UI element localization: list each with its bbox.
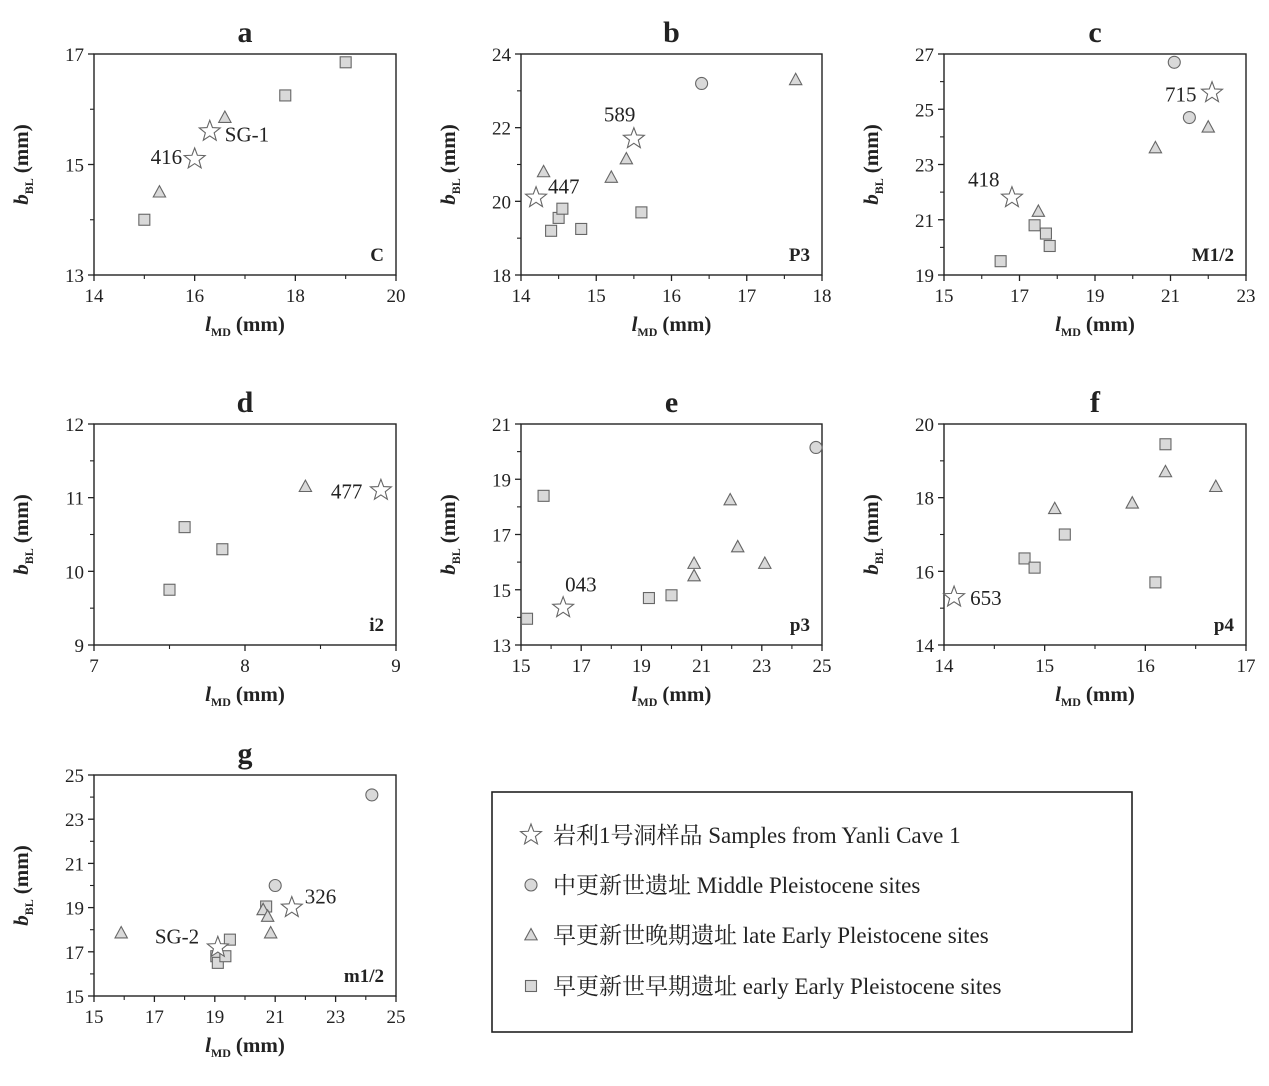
data-point-square [1150,577,1161,588]
data-point-triangle [789,73,801,84]
x-tick-label: 16 [185,286,205,307]
x-tick-label: 19 [631,656,651,677]
y-tick-label: 9 [74,636,84,657]
y-tick-label: 13 [65,266,84,287]
legend [492,792,1132,1032]
x-axis-subscript: MD [1060,325,1081,339]
tooth-label: m1/2 [343,966,384,987]
y-tick-label: 14 [915,636,934,657]
y-axis-symbol: b [859,564,883,575]
data-point-triangle [759,557,771,568]
x-axis-symbol: l [205,682,211,706]
x-tick-label: 15 [84,1007,104,1028]
data-point-triangle [115,927,127,938]
x-axis-symbol: l [631,312,638,336]
x-tick-label: 17 [1010,286,1029,307]
point-annotation: 043 [565,572,597,597]
x-tick-label: 23 [752,656,772,677]
y-tick-label: 23 [65,810,84,832]
data-point-circle [696,77,708,89]
tooth-label: P3 [788,245,810,266]
point-annotation: 447 [548,174,580,199]
tooth-label: i2 [369,615,384,636]
panel-c [859,16,1256,339]
y-axis-subscript: BL [22,178,36,195]
point-annotation: 589 [603,102,636,127]
y-axis-unit: (mm) [859,494,883,544]
x-tick-label: 23 [1236,286,1256,307]
y-tick-label: 20 [492,192,511,214]
x-tick-label: 9 [391,656,401,677]
x-axis-title [632,312,712,339]
plot-frame [521,54,822,275]
panel-letter: d [236,386,254,419]
y-tick-label: 12 [65,415,84,436]
point-annotation: SG-2 [154,924,200,949]
data-point-square [217,544,228,555]
data-point-triangle [1126,497,1138,508]
y-axis-unit: (mm) [9,845,33,895]
y-tick-label: 21 [65,854,84,876]
data-point-star [184,148,205,168]
tooth-label: p4 [1213,615,1234,636]
data-point-star [944,586,965,606]
data-point-square [280,90,291,101]
point-annotation: 653 [970,586,1002,611]
data-point-square [1160,439,1171,450]
x-tick-label: 7 [89,656,99,677]
y-tick-label: 19 [492,470,511,492]
plot-frame [94,54,396,275]
x-tick-label: 21 [265,1007,285,1028]
y-tick-label: 21 [915,210,934,232]
data-point-circle [269,880,281,892]
y-axis-subscript: BL [449,178,463,195]
x-tick-label: 25 [812,656,832,677]
data-point-star [1001,187,1022,207]
x-axis-subscript: MD [637,695,658,709]
data-point-triangle [620,152,632,163]
x-axis-unit: (mm) [1085,682,1135,706]
data-point-circle [366,789,378,801]
plot-frame [94,424,396,645]
panel-a [9,16,406,339]
panel-g [9,737,406,1060]
x-axis-symbol: l [205,1033,211,1057]
data-point-triangle [219,111,231,122]
y-axis-symbol: b [9,194,33,205]
y-tick-label: 17 [65,942,84,964]
x-tick-label: 20 [386,286,406,307]
y-axis-symbol: b [9,915,33,926]
panel-letter: b [663,16,680,49]
x-tick-label: 25 [386,1007,406,1028]
data-point-square [1059,529,1070,540]
data-point-triangle [688,569,700,580]
x-axis-unit: (mm) [235,1033,285,1057]
x-tick-label: 14 [511,286,531,307]
data-point-star [623,128,644,148]
y-tick-label: 27 [915,45,934,66]
data-point-square [1044,240,1055,251]
data-point-triangle [1032,205,1044,216]
y-tick-label: 15 [65,155,84,177]
y-axis-unit: (mm) [9,124,33,174]
x-axis-subscript: MD [637,325,658,339]
x-axis-unit: (mm) [1085,312,1135,336]
y-tick-label: 10 [65,562,84,584]
legend-label: 早更新世晚期遗址 late Early Pleistocene sites [553,923,989,948]
data-point-triangle [264,927,276,938]
x-tick-label: 23 [326,1007,346,1028]
panel-letter: c [1088,16,1102,49]
x-tick-label: 15 [511,656,531,677]
x-tick-label: 16 [1135,656,1155,677]
data-point-triangle [153,186,165,197]
data-point-square [666,590,677,601]
panel-f [859,386,1256,709]
data-point-square [164,584,175,595]
y-axis-subscript: BL [449,548,463,565]
x-axis-symbol: l [205,312,211,336]
x-tick-label: 19 [1085,286,1105,307]
point-annotation: 715 [1165,82,1197,107]
y-axis-unit: (mm) [9,494,33,544]
y-tick-label: 13 [492,636,511,657]
data-point-triangle [1159,465,1171,476]
x-axis-symbol: l [1055,312,1061,336]
x-tick-label: 19 [205,1007,225,1028]
panel-b [436,16,832,339]
x-tick-label: 15 [934,286,954,307]
data-point-star [370,479,391,499]
y-tick-label: 24 [492,45,511,66]
y-tick-label: 11 [65,488,84,510]
x-axis-unit: (mm) [662,312,712,336]
x-tick-label: 18 [285,286,305,307]
point-annotation: 416 [150,144,183,169]
data-point-square [636,207,647,218]
panel-letter: g [237,737,253,770]
x-tick-label: 17 [737,286,757,307]
y-tick-label: 23 [915,155,934,177]
x-axis-title [1055,312,1135,339]
y-axis-unit: (mm) [859,124,883,174]
x-axis-unit: (mm) [235,682,285,706]
data-point-square [546,225,557,236]
y-tick-label: 25 [65,766,84,787]
x-tick-label: 17 [1236,656,1256,677]
data-point-square [139,214,150,225]
data-point-star [1202,82,1223,102]
data-point-triangle [605,171,617,182]
data-point-square [179,522,190,533]
y-axis-symbol: b [436,564,460,575]
data-point-square [340,57,351,68]
data-point-square [643,593,654,604]
y-tick-label: 18 [492,266,511,287]
panel-letter: e [664,386,679,419]
tooth-label: p3 [789,615,810,636]
x-tick-label: 8 [240,656,250,677]
data-point-square [1040,228,1051,239]
y-tick-label: 16 [915,562,934,584]
x-tick-label: 21 [692,656,712,677]
data-point-square [538,490,549,501]
plot-frame [944,424,1246,645]
x-tick-label: 15 [586,286,606,307]
x-axis-unit: (mm) [662,682,712,706]
data-point-star [281,897,302,917]
data-point-star [553,597,574,617]
y-axis-title [9,845,36,926]
x-axis-subscript: MD [210,325,231,339]
panel-d [9,386,401,709]
y-axis-title [9,124,36,205]
data-point-star [526,187,547,207]
panel-e [436,386,832,709]
data-point-circle [810,441,822,453]
x-axis-title [1055,682,1135,709]
x-tick-label: 15 [1035,656,1055,677]
y-tick-label: 19 [915,266,934,287]
point-annotation: 326 [304,884,337,909]
x-axis-title [205,682,285,709]
x-axis-title [632,682,712,709]
data-point-triangle [732,540,744,551]
x-tick-label: 18 [812,286,832,307]
data-point-square [1029,220,1040,231]
plot-frame [944,54,1246,275]
data-point-triangle [1049,502,1061,513]
y-axis-title [859,124,886,205]
y-axis-unit: (mm) [436,494,460,544]
x-tick-label: 16 [662,286,681,307]
point-annotation: 477 [330,479,363,504]
data-point-square [995,256,1006,267]
data-point-square [522,613,533,624]
x-tick-label: 17 [144,1007,164,1028]
x-tick-label: 14 [934,656,954,677]
y-axis-subscript: BL [872,548,886,565]
x-axis-symbol: l [1055,682,1061,706]
data-point-star [199,120,220,140]
legend-marker-square [526,981,537,992]
y-axis-subscript: BL [22,548,36,565]
x-tick-label: 17 [571,656,591,677]
x-axis-subscript: MD [210,1046,231,1060]
y-axis-title [9,494,36,575]
data-point-circle [1168,56,1180,68]
panel-letter: f [1090,386,1100,419]
y-tick-label: 17 [492,525,511,547]
data-point-triangle [1149,141,1161,152]
y-tick-label: 22 [492,118,511,140]
x-axis-subscript: MD [210,695,231,709]
x-axis-unit: (mm) [235,312,285,336]
data-point-triangle [1210,480,1222,491]
legend-label: 岩利1号洞样品 Samples from Yanli Cave 1 [553,823,961,848]
data-point-square [1029,562,1040,573]
data-point-triangle [724,493,736,504]
y-tick-label: 19 [65,898,84,920]
x-axis-symbol: l [631,682,638,706]
y-axis-symbol: b [859,194,883,205]
point-annotation: 418 [967,167,1000,192]
y-axis-subscript: BL [872,178,886,195]
data-point-square [576,223,587,234]
legend-label: 中更新世遗址 Middle Pleistocene sites [553,873,921,898]
x-axis-title [205,1033,285,1060]
point-annotation: SG-1 [224,122,270,147]
tooth-label: C [370,245,384,266]
data-point-square [1019,553,1030,564]
y-tick-label: 15 [492,580,511,602]
y-tick-label: 25 [915,100,934,122]
panel-letter: a [237,16,253,49]
y-tick-label: 18 [915,488,934,510]
data-point-triangle [1202,121,1214,132]
legend-marker-circle [525,879,537,891]
y-axis-unit: (mm) [436,124,460,174]
x-axis-title [205,312,285,339]
y-axis-title [436,124,463,205]
y-tick-label: 15 [65,987,84,1008]
y-axis-subscript: BL [22,899,36,916]
y-tick-label: 21 [492,415,511,436]
data-point-circle [1183,112,1195,124]
data-point-triangle [688,557,700,568]
data-point-square [557,203,568,214]
legend-label: 早更新世早期遗址 early Early Pleistocene sites [553,974,1002,999]
tooth-label: M1/2 [1191,245,1234,266]
y-axis-symbol: b [436,194,460,205]
y-axis-symbol: b [9,564,33,575]
y-axis-title [436,494,463,575]
y-axis-title [859,494,886,575]
x-axis-subscript: MD [1060,695,1081,709]
plot-frame [94,775,396,996]
x-tick-label: 14 [84,286,104,307]
y-tick-label: 17 [65,45,84,66]
y-tick-label: 20 [915,415,934,436]
data-point-triangle [299,480,311,491]
x-tick-label: 21 [1161,286,1180,307]
